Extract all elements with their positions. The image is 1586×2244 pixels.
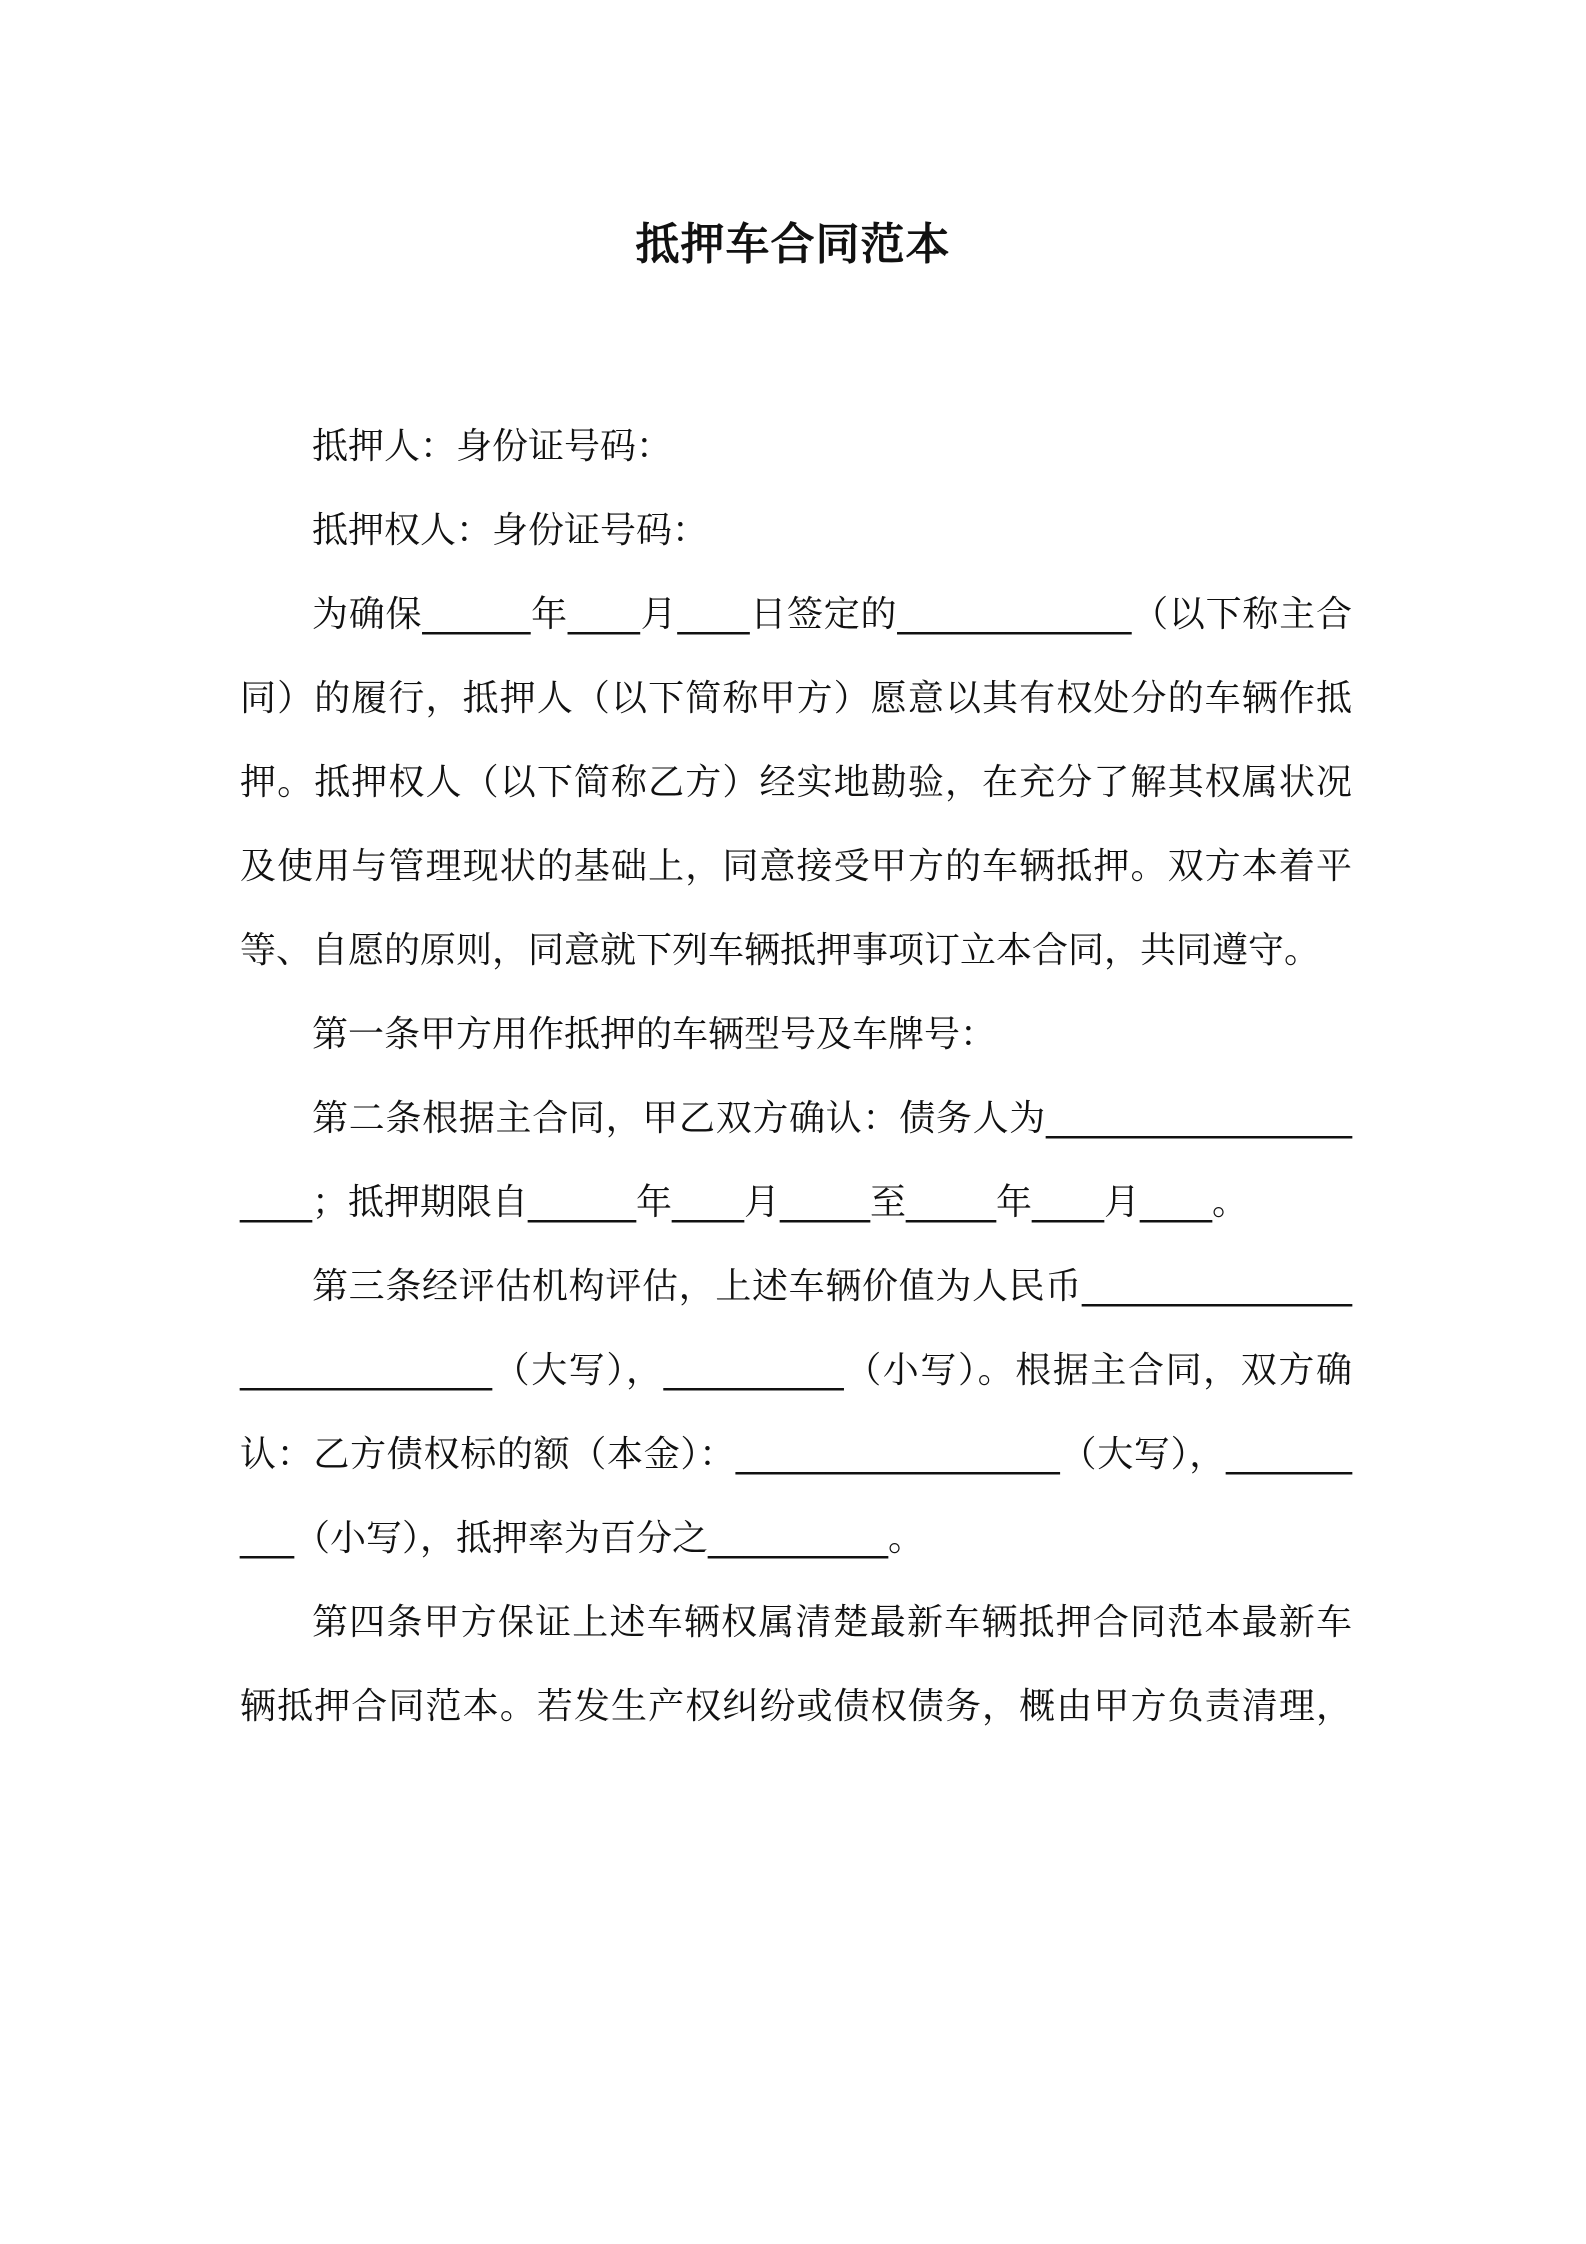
pledgee-line: 抵押权人：身份证号码：: [312, 510, 709, 551]
article-1: 第一条甲方用作抵押的车辆型号及车牌号：: [312, 1014, 997, 1055]
article-3: 第三条经评估机构评估，上述车辆价值为人民币_____________________________（大写），__________（小写）。根据主合同，双方确认：乙方债权标的额（本金）：__________________（大写），__________（小写），抵押率为百分之__________。: [240, 1266, 1352, 1559]
document-title: 抵押车合同范本: [635, 219, 951, 270]
document-body: [240, 405, 1352, 1749]
preamble-paragraph: 为确保______年____月____日签定的_____________（以下称主合同）的履行，抵押人（以下简称甲方）愿意以其有权处分的车辆作抵押。抵押权人（以下简称乙方）经实地勘验，在充分了解其权属状况及使用与管理现状的基础上，同意接受甲方的车辆抵押。双方本着平等、自愿的原则，同意就下列车辆抵押事项订立本合同，共同遵守。: [240, 594, 1352, 971]
article-2: 第二条根据主合同，甲乙双方确认：债务人为_____________________；抵押期限自______年____月_____至_____年____月____。: [240, 1098, 1352, 1223]
article-4: 第四条甲方保证上述车辆权属清楚最新车辆抵押合同范本最新车辆抵押合同范本。若发生产权纠纷或债权债务，概由甲方负责清理，: [240, 1602, 1352, 1727]
pledgor-line: 抵押人：身份证号码：: [312, 426, 673, 467]
